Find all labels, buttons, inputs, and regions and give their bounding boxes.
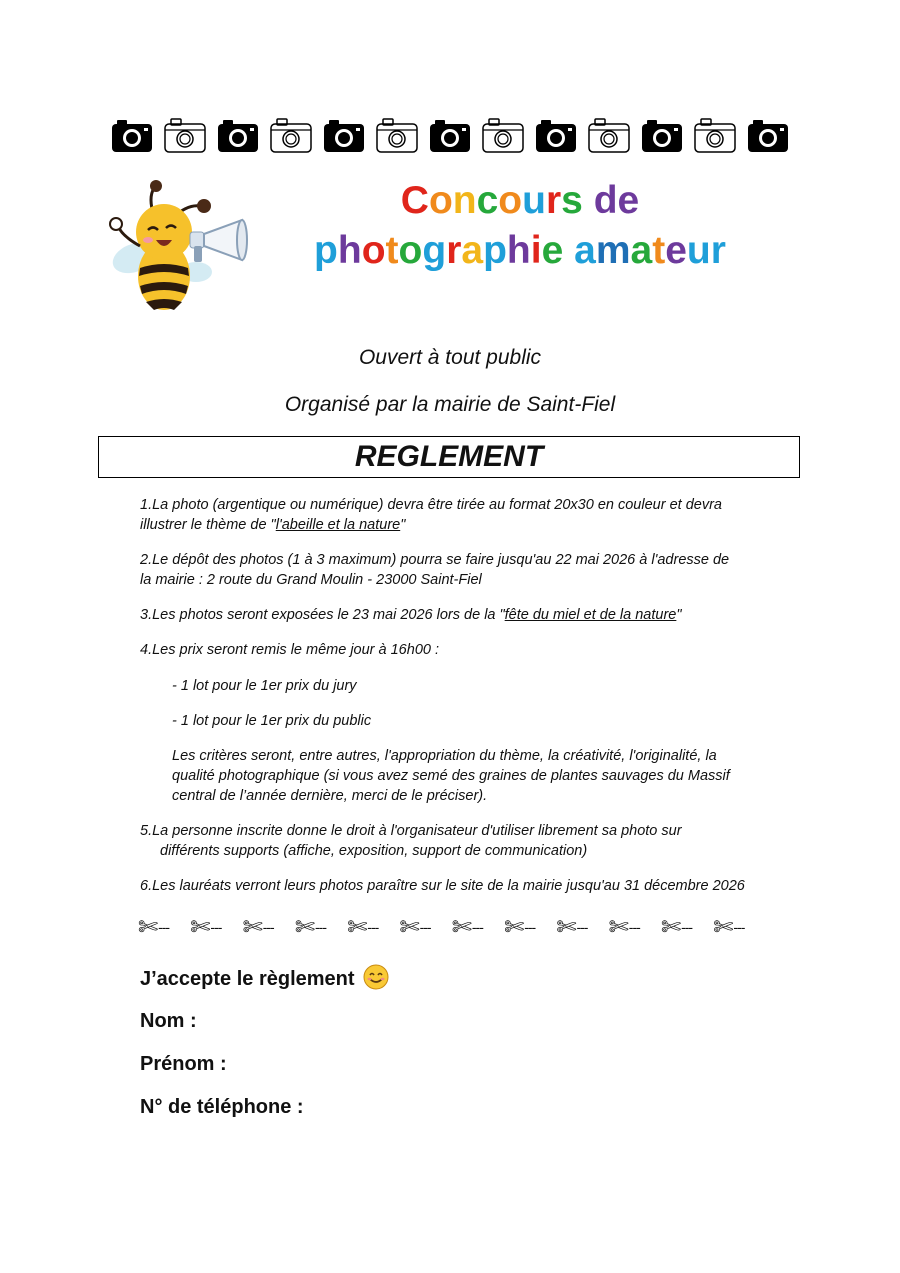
- camera-icon: [163, 116, 207, 156]
- telephone-field-label: N° de téléphone :: [140, 1096, 304, 1118]
- title-letter: [563, 229, 574, 272]
- camera-icon: [693, 116, 737, 156]
- scissors-icon: ✄ ---: [451, 913, 483, 941]
- title-letter: t: [652, 229, 666, 272]
- camera-icon: [534, 116, 578, 156]
- camera-icon: [269, 116, 313, 156]
- scissors-icon: ✄ ---: [347, 913, 379, 941]
- title-letter: o: [361, 229, 386, 272]
- title-letter: d: [593, 179, 618, 222]
- title-letter: h: [337, 229, 362, 272]
- subtitle-open: Ouvert à tout public: [358, 346, 542, 369]
- title-letter: c: [476, 179, 499, 222]
- title-letter: t: [385, 229, 399, 272]
- title-line-2: [300, 226, 740, 276]
- camera-icon: [110, 116, 154, 156]
- rules-heading-box: [98, 436, 800, 478]
- camera-icon: [216, 116, 260, 156]
- title-letter: r: [446, 229, 462, 272]
- title-letter: s: [561, 179, 583, 222]
- camera-icon: [428, 116, 472, 156]
- scissors-icon: ✄ ---: [504, 913, 536, 941]
- title-letter: o: [498, 179, 523, 222]
- scissors-icon: ✄ ---: [556, 913, 588, 941]
- contest-title: [300, 176, 740, 276]
- scissors-icon: ✄ ---: [660, 913, 693, 941]
- theme-underline: l'abeille et la nature: [275, 517, 401, 533]
- prenom-field-label: Prénom :: [140, 1053, 227, 1075]
- title-letter: [583, 179, 594, 222]
- title-letter: n: [452, 179, 477, 222]
- title-letter: a: [630, 229, 653, 272]
- rule-1-line-1: 1.La photo (argentique ou numérique) devra être tirée au format 20x30 en couleur et devra: [140, 497, 722, 513]
- scissors-icon: ✄ ---: [138, 913, 170, 941]
- rule-6: 6.Les lauréats verront leurs photos paraître sur le site de la mairie jusqu'au 31 décembre 2026: [140, 878, 745, 894]
- title-letter: o: [398, 229, 423, 272]
- title-letter: a: [574, 229, 596, 272]
- camera-icon: [640, 116, 684, 156]
- title-letter: u: [522, 179, 546, 222]
- scissors-icon: ✄ ---: [242, 913, 274, 941]
- title-letter: e: [541, 229, 564, 272]
- prize-jury: - 1 lot pour le 1er prix du jury: [172, 678, 357, 694]
- title-letter: p: [483, 229, 507, 272]
- title-letter: m: [595, 229, 631, 272]
- prize-public: - 1 lot pour le 1er prix du public: [172, 713, 372, 729]
- title-letter: a: [461, 229, 484, 272]
- scissors-icon: ✄ ---: [399, 913, 431, 941]
- camera-icon: [587, 116, 631, 156]
- scissors-icon: ✄ ---: [294, 913, 326, 941]
- smiley-icon: [363, 964, 389, 990]
- nom-field-label: Nom :: [140, 1010, 197, 1032]
- rule-4: 4.Les prix seront remis le même jour à 16h00 :: [140, 642, 439, 658]
- cut-line: [138, 912, 766, 942]
- title-letter: e: [617, 179, 640, 222]
- criteria-line-2: qualité photographique (si vous avez semé des graines de plantes sauvages du Massif: [172, 768, 730, 784]
- scissors-icon: ✄ ---: [190, 913, 222, 941]
- title-letter: g: [422, 229, 447, 272]
- title-letter: u: [686, 229, 711, 272]
- scissors-icon: ✄ ---: [713, 913, 745, 941]
- rule-1-line-2: illustrer le thème de "l'abeille et la nature": [140, 517, 406, 533]
- criteria-line-3: central de l’année dernière, merci de le préciser).: [172, 788, 488, 804]
- title-letter: r: [710, 229, 726, 272]
- accept-rules: J’accepte le règlement: [140, 964, 389, 991]
- title-letter: C: [400, 179, 429, 222]
- camera-icon: [375, 116, 419, 156]
- rule-2-line-1: 2.Le dépôt des photos (1 à 3 maximum) pourra se faire jusqu'au 22 mai 2026 à l'adresse de: [140, 552, 730, 568]
- title-letter: h: [506, 229, 531, 272]
- rule-2-line-2: la mairie : 2 route du Grand Moulin - 23000 Saint-Fiel: [140, 572, 482, 588]
- fete-underline: fête du miel et de la nature: [504, 607, 677, 623]
- camera-icon: [481, 116, 525, 156]
- rule-3: 3.Les photos seront exposées le 23 mai 2026 lors de la "fête du miel et de la nature": [140, 607, 682, 623]
- title-letter: e: [665, 229, 687, 272]
- title-line-1: [300, 176, 740, 226]
- criteria-line-1: Les critères seront, entre autres, l'appropriation du thème, la créativité, l'originalité, la: [172, 748, 717, 764]
- title-letter: i: [530, 229, 542, 272]
- subtitle-organizer: Organisé par la mairie de Saint-Fiel: [284, 393, 616, 416]
- camera-icon: [322, 116, 366, 156]
- scissors-icon: ✄ ---: [608, 913, 640, 941]
- camera-border: [110, 114, 790, 158]
- rules-heading: REGLEMENT: [354, 440, 544, 473]
- title-letter: r: [545, 179, 562, 222]
- rule-5-line-1: 5.La personne inscrite donne le droit à l'organisateur d'utiliser librement sa photo sur: [140, 823, 682, 839]
- camera-icon: [746, 116, 790, 156]
- rule-5-line-2: différents supports (affiche, exposition, support de communication): [160, 843, 588, 859]
- title-letter: o: [428, 179, 453, 222]
- title-letter: p: [314, 229, 338, 272]
- bee-mascot-icon: [104, 176, 252, 316]
